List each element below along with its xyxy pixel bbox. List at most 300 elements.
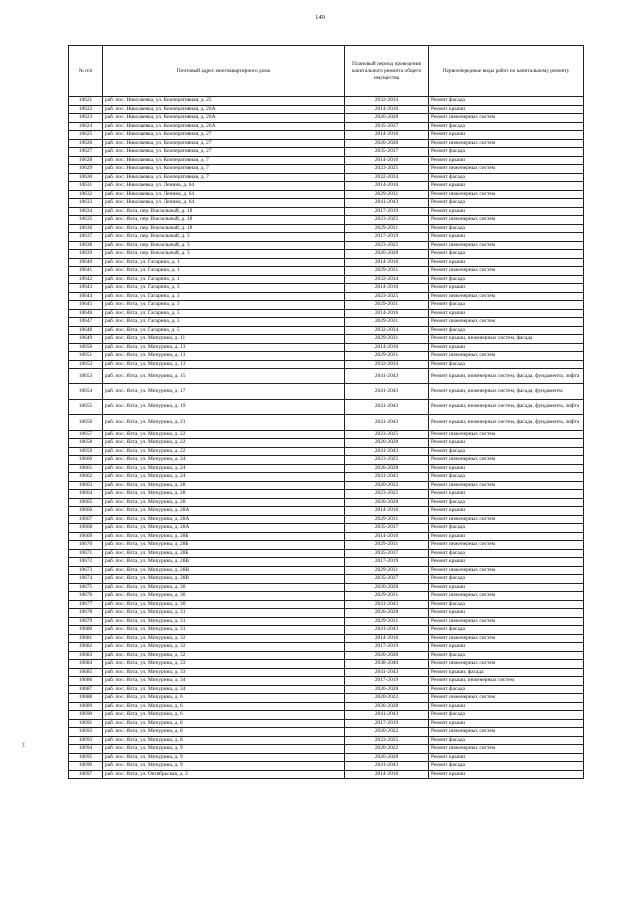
cell-works: Ремонт инженерных систем [429, 745, 584, 754]
cell-num: 10663 [69, 481, 103, 490]
cell-period: 2041-2043 [345, 199, 429, 208]
cell-works: Ремонт крыши [429, 182, 584, 191]
cell-period: 2017-2019 [345, 719, 429, 728]
cell-works: Ремонт крыши [429, 464, 584, 473]
margin-mark: ⁒ [22, 743, 25, 749]
cell-period: 2041-2043 [345, 668, 429, 677]
cell-address: раб. пос. Ялта, ул. Мичурина, д. 13 [103, 360, 345, 369]
cell-period: 2041-2043 [345, 369, 429, 384]
cell-period: 2041-2043 [345, 399, 429, 414]
table-row [69, 122, 584, 131]
cell-num: 10622 [69, 105, 103, 114]
cell-num: 10634 [69, 207, 103, 216]
cell-works: Ремонт инженерных систем [429, 694, 584, 703]
cell-address: раб. пос. Ялта, ул. Мичурина, д. 24 [103, 464, 345, 473]
cell-address: раб. пос. Ялта, ул. Мичурина, д. 6 [103, 711, 345, 720]
cell-address: раб. пос. Ялта, ул. Мичурина, д. 8 [103, 736, 345, 745]
cell-period: 2029-2031 [345, 224, 429, 233]
cell-works: Ремонт фасада [429, 122, 584, 131]
cell-address: раб. пос. Ялта, ул. Октябрьская, д. 3 [103, 770, 345, 779]
cell-address: раб. пос. Николаевка, ул. Ленина, д. 64 [103, 199, 345, 208]
cell-works: Ремонт инженерных систем [429, 216, 584, 225]
cell-num: 10629 [69, 165, 103, 174]
header-num: № п/п [69, 46, 103, 97]
cell-address: раб. пос. Ялта, ул. Мичурина, д. 28А [103, 524, 345, 533]
cell-works: Ремонт крыши [429, 309, 584, 318]
cell-address: раб. пос. Ялта, ул. Мичурина, д. 28В [103, 558, 345, 567]
cell-period: 2032-2034 [345, 326, 429, 335]
table-row [69, 719, 584, 728]
table-row [69, 439, 584, 448]
cell-address: раб. пос. Ялта, ул. Мичурина, д. 31 [103, 609, 345, 618]
cell-address: раб. пос. Николаевка, ул. Кооперативная, д. 27 [103, 131, 345, 140]
cell-period: 2023-2025 [345, 456, 429, 465]
cell-address: раб. пос. Ялта, ул. Мичурина, д. 32 [103, 634, 345, 643]
cell-period: 2038-2040 [345, 660, 429, 669]
table-row [69, 284, 584, 293]
cell-works: Ремонт крыши [429, 770, 584, 779]
table-row [69, 694, 584, 703]
cell-address: раб. пос. Ялта, ул. Мичурина, д. 22 [103, 439, 345, 448]
cell-period: 2023-2025 [345, 292, 429, 301]
cell-num: 10690 [69, 711, 103, 720]
table-row [69, 182, 584, 191]
cell-works: Ремонт фасада [429, 326, 584, 335]
cell-num: 10652 [69, 360, 103, 369]
cell-address: раб. пос. Ялта, ул. Мичурина, д. 28Б [103, 532, 345, 541]
cell-address: раб. пос. Ялта, пер. Вокзальный, д. 18 [103, 224, 345, 233]
cell-works: Ремонт крыши [429, 258, 584, 267]
cell-num: 10628 [69, 156, 103, 165]
cell-num: 10623 [69, 114, 103, 123]
table-row [69, 626, 584, 635]
cell-period: 2023-2025 [345, 241, 429, 250]
table-row [69, 97, 584, 106]
cell-num: 10633 [69, 199, 103, 208]
cell-works: Ремонт инженерных систем [429, 634, 584, 643]
cell-works: Ремонт инженерных систем [429, 165, 584, 174]
table-row [69, 343, 584, 352]
cell-works: Ремонт фасада [429, 447, 584, 456]
table-row [69, 575, 584, 584]
cell-num: 10621 [69, 97, 103, 106]
cell-period: 2014-2016 [345, 634, 429, 643]
cell-address: раб. пос. Ялта, ул. Мичурина, д. 13 [103, 352, 345, 361]
cell-address: раб. пос. Ялта, ул. Мичурина, д. 30 [103, 583, 345, 592]
cell-works: Ремонт инженерных систем [429, 190, 584, 199]
cell-period: 2017-2019 [345, 233, 429, 242]
table-header-row [69, 46, 584, 97]
cell-works: Ремонт фасада [429, 97, 584, 106]
cell-period: 2014-2016 [345, 156, 429, 165]
cell-period: 2014-2016 [345, 532, 429, 541]
cell-works: Ремонт крыши [429, 490, 584, 499]
cell-address: раб. пос. Ялта, ул. Мичурина, д. 28А [103, 515, 345, 524]
cell-period: 2014-2016 [345, 284, 429, 293]
cell-works: Ремонт крыши, инженерных систем, фасада, фундамента, лифта [429, 415, 584, 430]
table-row [69, 190, 584, 199]
cell-num: 10655 [69, 399, 103, 414]
cell-works: Ремонт фасада [429, 250, 584, 259]
cell-address: раб. пос. Ялта, ул. Мичурина, д. 17 [103, 384, 345, 399]
cell-address: раб. пос. Ялта, ул. Мичурина, д. 28Б [103, 549, 345, 558]
cell-period: 2020-2022 [345, 694, 429, 703]
cell-period: 2023-2025 [345, 430, 429, 439]
cell-period: 2026-2028 [345, 702, 429, 711]
cell-works: Ремонт фасада [429, 651, 584, 660]
table-row [69, 233, 584, 242]
cell-works: Ремонт крыши [429, 233, 584, 242]
table-row [69, 702, 584, 711]
cell-address: раб. пос. Ялта, ул. Гагарина, д. 3 [103, 284, 345, 293]
cell-period: 2026-2028 [345, 439, 429, 448]
cell-address: раб. пос. Ялта, ул. Мичурина, д. 28В [103, 566, 345, 575]
table-row [69, 139, 584, 148]
cell-period: 2014-2016 [345, 258, 429, 267]
table-row [69, 301, 584, 310]
cell-period: 2026-2028 [345, 651, 429, 660]
cell-num: 10662 [69, 473, 103, 482]
table-row [69, 114, 584, 123]
table-row [69, 131, 584, 140]
cell-period: 2029-2031 [345, 352, 429, 361]
cell-address: раб. пос. Ялта, ул. Мичурина, д. 30 [103, 592, 345, 601]
cell-works: Ремонт фасада [429, 301, 584, 310]
cell-address: раб. пос. Ялта, пер. Вокзальный, д. 3 [103, 233, 345, 242]
cell-period: 2017-2019 [345, 558, 429, 567]
cell-period: 2029-2031 [345, 190, 429, 199]
cell-num: 10638 [69, 241, 103, 250]
cell-address: раб. пос. Ялта, ул. Мичурина, д. 34 [103, 677, 345, 686]
cell-num: 10694 [69, 745, 103, 754]
cell-works: Ремонт инженерных систем [429, 456, 584, 465]
cell-num: 10687 [69, 685, 103, 694]
table-body [69, 97, 584, 779]
cell-num: 10693 [69, 736, 103, 745]
table-row [69, 617, 584, 626]
cell-period: 2026-2028 [345, 498, 429, 507]
cell-address: раб. пос. Ялта, ул. Мичурина, д. 28В [103, 575, 345, 584]
cell-period: 2014-2016 [345, 182, 429, 191]
cell-works: Ремонт крыши [429, 753, 584, 762]
cell-period: 2020-2022 [345, 745, 429, 754]
cell-num: 10635 [69, 216, 103, 225]
table-row [69, 258, 584, 267]
cell-num: 10642 [69, 275, 103, 284]
cell-works: Ремонт фасада [429, 711, 584, 720]
table-row [69, 643, 584, 652]
cell-works: Ремонт инженерных систем [429, 541, 584, 550]
cell-num: 10673 [69, 566, 103, 575]
cell-period: 2032-2034 [345, 173, 429, 182]
cell-num: 10688 [69, 694, 103, 703]
cell-works: Ремонт фасада [429, 626, 584, 635]
cell-address: раб. пос. Ялта, ул. Мичурина, д. 31 [103, 617, 345, 626]
cell-address: раб. пос. Ялта, ул. Гагарина, д. 5 [103, 318, 345, 327]
cell-works: Ремонт крыши [429, 131, 584, 140]
cell-period: 2017-2019 [345, 207, 429, 216]
cell-address: раб. пос. Ялта, ул. Мичурина, д. 6 [103, 694, 345, 703]
cell-address: раб. пос. Ялта, ул. Мичурина, д. 28А [103, 507, 345, 516]
cell-period: 2023-2025 [345, 490, 429, 499]
cell-period: 2041-2043 [345, 600, 429, 609]
table-row [69, 335, 584, 344]
cell-address: раб. пос. Ялта, ул. Мичурина, д. 9 [103, 753, 345, 762]
cell-num: 10656 [69, 415, 103, 430]
cell-works: Ремонт инженерных систем [429, 515, 584, 524]
cell-works: Ремонт крыши [429, 583, 584, 592]
cell-num: 10666 [69, 507, 103, 516]
table-row [69, 677, 584, 686]
cell-num: 10641 [69, 267, 103, 276]
table-row [69, 532, 584, 541]
table-row [69, 473, 584, 482]
cell-works: Ремонт крыши, инженерных систем, фасада, фундамента, лифта [429, 369, 584, 384]
cell-address: раб. пос. Ялта, ул. Гагарина, д. 3 [103, 301, 345, 310]
cell-period: 2041-2043 [345, 447, 429, 456]
cell-period: 2029-2031 [345, 617, 429, 626]
cell-num: 10651 [69, 352, 103, 361]
cell-address: раб. пос. Ялта, ул. Мичурина, д. 32 [103, 651, 345, 660]
cell-num: 10697 [69, 770, 103, 779]
cell-works: Ремонт крыши [429, 532, 584, 541]
table-row [69, 770, 584, 779]
cell-num: 10681 [69, 634, 103, 643]
cell-num: 10659 [69, 447, 103, 456]
cell-num: 10645 [69, 301, 103, 310]
cell-period: 2026-2028 [345, 753, 429, 762]
cell-address: раб. пос. Ялта, ул. Мичурина, д. 28 [103, 490, 345, 499]
cell-works: Ремонт крыши [429, 207, 584, 216]
cell-num: 10685 [69, 668, 103, 677]
cell-period: 2041-2043 [345, 762, 429, 771]
cell-works: Ремонт крыши [429, 439, 584, 448]
cell-num: 10675 [69, 583, 103, 592]
cell-works: Ремонт крыши, инженерных систем, фасада [429, 335, 584, 344]
header-works: Первоочередные виды работ по капитальному ремонту [429, 46, 584, 97]
cell-works: Ремонт фасада [429, 549, 584, 558]
cell-period: 2041-2043 [345, 384, 429, 399]
table-row [69, 592, 584, 601]
cell-works: Ремонт инженерных систем [429, 292, 584, 301]
cell-period: 2014-2016 [345, 309, 429, 318]
cell-num: 10680 [69, 626, 103, 635]
cell-address: раб. пос. Ялта, ул. Мичурина, д. 19 [103, 399, 345, 414]
cell-period: 2020-2022 [345, 481, 429, 490]
cell-works: Ремонт фасада [429, 148, 584, 157]
cell-num: 10646 [69, 309, 103, 318]
cell-address: раб. пос. Ялта, ул. Гагарина, д. 5 [103, 326, 345, 335]
table-row [69, 250, 584, 259]
cell-address: раб. пос. Николаевка, ул. Кооперативная, д. 27 [103, 148, 345, 157]
cell-works: Ремонт инженерных систем [429, 617, 584, 626]
cell-works: Ремонт инженерных систем [429, 318, 584, 327]
cell-address: раб. пос. Николаевка, ул. Кооперативная, д. 7 [103, 165, 345, 174]
cell-address: раб. пос. Ялта, ул. Гагарина, д. 1 [103, 267, 345, 276]
cell-works: Ремонт крыши, инженерных систем, фасада, фундамента [429, 384, 584, 399]
cell-num: 10671 [69, 549, 103, 558]
cell-period: 2029-2031 [345, 301, 429, 310]
cell-num: 10640 [69, 258, 103, 267]
cell-works: Ремонт фасада [429, 600, 584, 609]
table-row [69, 224, 584, 233]
cell-num: 10660 [69, 456, 103, 465]
cell-works: Ремонт инженерных систем [429, 566, 584, 575]
cell-address: раб. пос. Ялта, ул. Мичурина, д. 22 [103, 430, 345, 439]
table-row [69, 507, 584, 516]
cell-works: Ремонт инженерных систем [429, 267, 584, 276]
cell-address: раб. пос. Ялта, пер. Вокзальный, д. 3 [103, 241, 345, 250]
cell-address: раб. пос. Николаевка, ул. Кооперативная, д. 27 [103, 139, 345, 148]
cell-num: 10695 [69, 753, 103, 762]
cell-num: 10677 [69, 600, 103, 609]
cell-works: Ремонт инженерных систем [429, 430, 584, 439]
cell-period: 2029-2031 [345, 335, 429, 344]
cell-period: 2035-2037 [345, 148, 429, 157]
cell-works: Ремонт крыши [429, 719, 584, 728]
table-row [69, 524, 584, 533]
table-row [69, 634, 584, 643]
cell-num: 10676 [69, 592, 103, 601]
cell-address: раб. пос. Николаевка, ул. Кооперативная, д. 25 [103, 97, 345, 106]
cell-address: раб. пос. Ялта, ул. Мичурина, д. 31 [103, 626, 345, 635]
table-row [69, 660, 584, 669]
table-row [69, 360, 584, 369]
cell-num: 10643 [69, 284, 103, 293]
cell-address: раб. пос. Ялта, ул. Мичурина, д. 9 [103, 762, 345, 771]
cell-num: 10649 [69, 335, 103, 344]
cell-works: Ремонт крыши [429, 643, 584, 652]
cell-period: 2029-2031 [345, 566, 429, 575]
cell-works: Ремонт инженерных систем [429, 241, 584, 250]
table-row [69, 498, 584, 507]
table-row [69, 464, 584, 473]
cell-period: 2026-2028 [345, 464, 429, 473]
cell-works: Ремонт фасада [429, 199, 584, 208]
cell-works: Ремонт фасада [429, 275, 584, 284]
cell-works: Ремонт фасада [429, 762, 584, 771]
capital-repair-table [68, 45, 584, 779]
cell-num: 10689 [69, 702, 103, 711]
cell-address: раб. пос. Ялта, ул. Мичурина, д. 8 [103, 728, 345, 737]
cell-address: раб. пос. Ялта, ул. Мичурина, д. 24 [103, 456, 345, 465]
table-row [69, 456, 584, 465]
cell-num: 10657 [69, 430, 103, 439]
cell-period: 2041-2043 [345, 415, 429, 430]
cell-num: 10664 [69, 490, 103, 499]
table-row [69, 745, 584, 754]
table-row [69, 481, 584, 490]
table-row [69, 207, 584, 216]
cell-address: раб. пос. Ялта, ул. Гагарина, д. 1 [103, 258, 345, 267]
cell-address: раб. пос. Ялта, ул. Мичурина, д. 33 [103, 660, 345, 669]
table-row [69, 566, 584, 575]
cell-period: 2041-2043 [345, 711, 429, 720]
table-row [69, 583, 584, 592]
cell-num: 10636 [69, 224, 103, 233]
table-row [69, 447, 584, 456]
cell-num: 10625 [69, 131, 103, 140]
table-row [69, 309, 584, 318]
table-row [69, 267, 584, 276]
cell-num: 10679 [69, 617, 103, 626]
cell-period: 2029-2031 [345, 318, 429, 327]
table-row [69, 430, 584, 439]
cell-period: 2023-2025 [345, 165, 429, 174]
cell-num: 10650 [69, 343, 103, 352]
cell-period: 2032-2034 [345, 97, 429, 106]
page-number: 149 [315, 14, 325, 21]
cell-period: 2020-2022 [345, 728, 429, 737]
cell-num: 10653 [69, 369, 103, 384]
cell-address: раб. пос. Николаевка, ул. Кооперативная, д. 7 [103, 156, 345, 165]
cell-num: 10654 [69, 384, 103, 399]
cell-period: 2041-2043 [345, 473, 429, 482]
table-row [69, 490, 584, 499]
cell-num: 10632 [69, 190, 103, 199]
cell-num: 10683 [69, 651, 103, 660]
cell-period: 2035-2037 [345, 575, 429, 584]
table-row [69, 549, 584, 558]
cell-num: 10692 [69, 728, 103, 737]
cell-num: 10667 [69, 515, 103, 524]
table-row [69, 753, 584, 762]
cell-period: 2029-2031 [345, 541, 429, 550]
cell-works: Ремонт инженерных систем [429, 660, 584, 669]
cell-address: раб. пос. Ялта, ул. Мичурина, д. 32 [103, 643, 345, 652]
table-row [69, 173, 584, 182]
cell-num: 10686 [69, 677, 103, 686]
cell-num: 10626 [69, 139, 103, 148]
cell-address: раб. пос. Ялта, ул. Мичурина, д. 30 [103, 600, 345, 609]
cell-period: 2032-2034 [345, 360, 429, 369]
cell-period: 2026-2028 [345, 250, 429, 259]
cell-works: Ремонт крыши, инженерных систем, фасада, фундамента, лифта [429, 399, 584, 414]
table-row [69, 685, 584, 694]
table-row [69, 736, 584, 745]
cell-period: 2032-2034 [345, 275, 429, 284]
cell-period: 2041-2043 [345, 626, 429, 635]
cell-period: 2029-2031 [345, 267, 429, 276]
cell-period: 2026-2028 [345, 609, 429, 618]
cell-num: 10658 [69, 439, 103, 448]
cell-address: раб. пос. Ялта, ул. Мичурина, д. 28 [103, 481, 345, 490]
cell-address: раб. пос. Ялта, пер. Вокзальный, д. 3 [103, 250, 345, 259]
table-row [69, 728, 584, 737]
cell-works: Ремонт крыши [429, 105, 584, 114]
table-row [69, 600, 584, 609]
cell-address: раб. пос. Ялта, ул. Мичурина, д. 21 [103, 415, 345, 430]
cell-works: Ремонт фасада [429, 736, 584, 745]
table-row [69, 275, 584, 284]
table-row [69, 399, 584, 414]
cell-period: 2014-2016 [345, 770, 429, 779]
table-row [69, 762, 584, 771]
cell-num: 10639 [69, 250, 103, 259]
cell-period: 2026-2028 [345, 114, 429, 123]
cell-period: 2026-2028 [345, 685, 429, 694]
cell-works: Ремонт крыши [429, 702, 584, 711]
table-row [69, 369, 584, 384]
cell-works: Ремонт крыши, фасада [429, 668, 584, 677]
cell-num: 10637 [69, 233, 103, 242]
cell-works: Ремонт фасада [429, 360, 584, 369]
cell-works: Ремонт фасада [429, 498, 584, 507]
cell-works: Ремонт фасада [429, 473, 584, 482]
cell-period: 2026-2028 [345, 139, 429, 148]
cell-period: 2029-2031 [345, 592, 429, 601]
cell-works: Ремонт крыши [429, 507, 584, 516]
